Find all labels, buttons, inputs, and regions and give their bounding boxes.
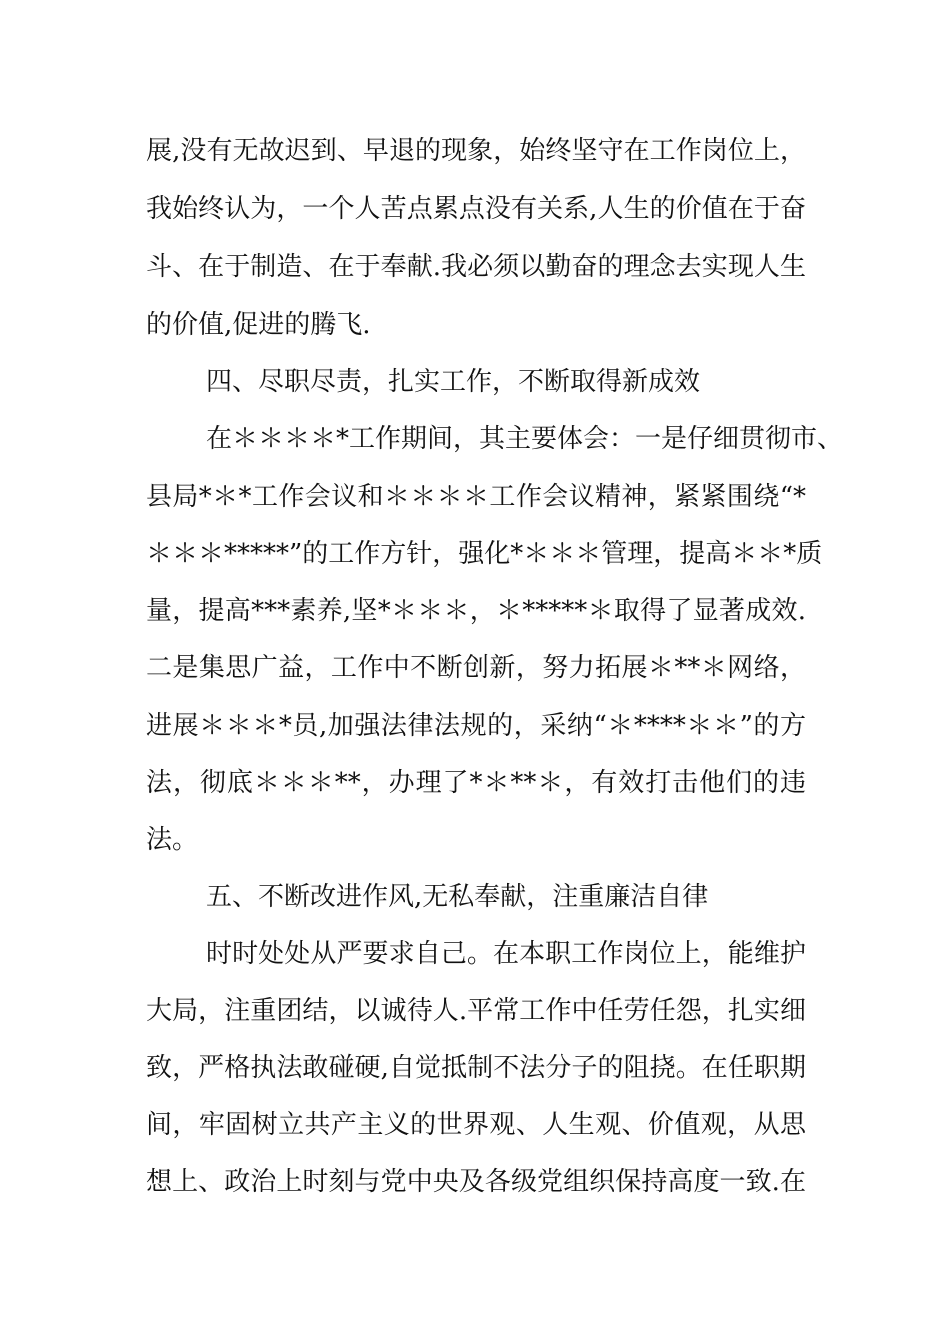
text-line-18: 间，牢固树立共产主义的世界观、人生观、价值观，从思 — [146, 1110, 806, 1140]
text-line-9: 量，提高***素养,坚*＊＊＊，＊*****＊取得了显著成效. — [146, 596, 806, 626]
text-line-10: 二是集思广益，工作中不断创新，努力拓展＊**＊网络， — [146, 653, 806, 683]
text-line-17: 致，严格执法敢碰硬,自觉抵制不法分子的阻挠。在任职期 — [146, 1053, 806, 1083]
section-heading-5: 五、不断改进作风,无私奉献，注重廉洁自律 — [206, 882, 709, 912]
text-line-7: 县局*＊*工作会议和＊＊＊＊工作会议精神，紧紧围绕“* — [146, 482, 806, 512]
text-line-11: 进展＊＊＊*员,加强法律法规的，采纳“＊****＊＊”的方 — [146, 711, 806, 741]
text-line-13: 法。 — [146, 825, 199, 855]
text-line-6: 在＊＊＊＊*工作期间，其主要体会：一是仔细贯彻市、 — [206, 424, 844, 454]
text-line-8: ＊＊＊*****”的工作方针，强化*＊＊＊管理，提高＊＊*质 — [146, 539, 823, 569]
text-line-19: 想上、政治上时刻与党中央及各级党组织保持高度一致.在 — [146, 1167, 806, 1197]
section-heading-4: 四、尽职尽责，扎实工作，不断取得新成效 — [206, 367, 701, 397]
text-line-2: 我始终认为，一个人苦点累点没有关系,人生的价值在于奋 — [146, 194, 806, 224]
text-line-15: 时时处处从严要求自己。在本职工作岗位上，能维护 — [206, 939, 806, 969]
text-line-1: 展,没有无故迟到、早退的现象，始终坚守在工作岗位上， — [146, 136, 806, 166]
text-line-3: 斗、在于制造、在于奉献.我必须以勤奋的理念去实现人生 — [146, 252, 806, 282]
text-line-16: 大局，注重团结，以诚待人.平常工作中任劳任怨，扎实细 — [146, 996, 806, 1026]
text-line-12: 法，彻底＊＊＊**，办理了*＊**＊，有效打击他们的违 — [146, 768, 806, 798]
text-line-4: 的价值,促进的腾飞. — [146, 310, 371, 340]
